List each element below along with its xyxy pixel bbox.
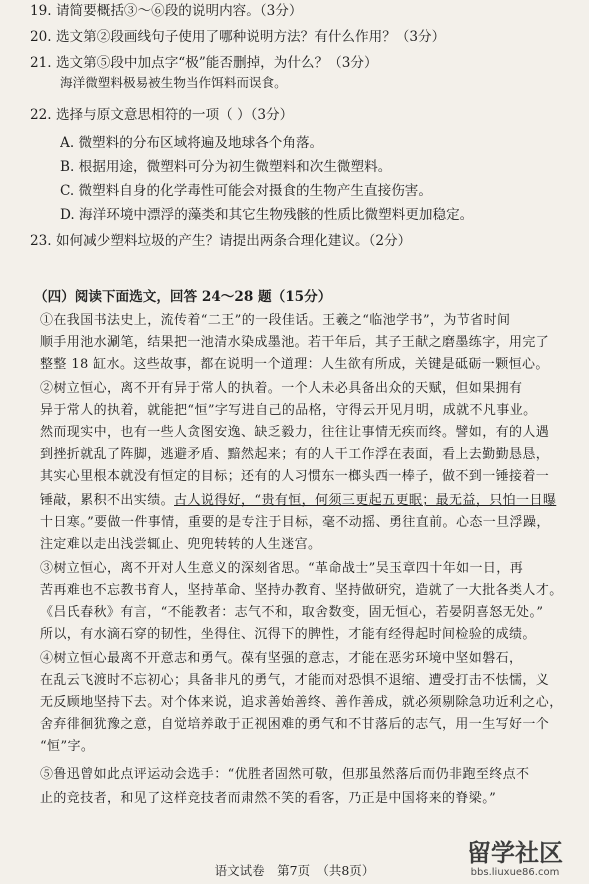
passage-line: 其实心里根本就没有恒定的目标；还有的人习惯东一榔头西一棒子，做不到一锤接着一 bbox=[40, 469, 550, 484]
question-21: 21. 选文第⑤段中加点字“极”能否删掉，为什么？（3分） bbox=[30, 55, 378, 71]
passage-line: ③树立恒心，离不开对人生意义的深刻省思。“革命战士”吴玉章四十年如一日，再 bbox=[40, 561, 524, 576]
passage-line: 舍弃徘徊犹豫之意，自觉培养敢于正视困难的勇气和不甘落后的志气，用一生写好一个 bbox=[40, 717, 550, 732]
passage-line: 苦再难也不忘教书育人，坚持革命、坚持办教育、坚持做研究，造就了一大批各类人才。 bbox=[40, 583, 563, 598]
passage-line: 止的竞技者，和见了这样竞技者而肃然不笑的看客，乃正是中国将来的脊梁。” bbox=[40, 791, 497, 806]
underlined-quote: 古人说得好，“贵有恒，何须三更起五更眠；最无益，只怕一日曝 bbox=[174, 493, 557, 508]
question-19: 19. 请简要概括③～⑥段的说明内容。（3分） bbox=[30, 3, 303, 19]
watermark-logo bbox=[450, 840, 580, 884]
passage-line: 注定难以走出浅尝辄止、兜兜转转的人生迷宫。 bbox=[40, 537, 322, 552]
passage-line: 无反顾地坚持下去。对个体来说，追求善始善终、善作善成，就必须剔除急功近利之心， bbox=[40, 695, 563, 710]
watermark-url: bbs.liuxue86.com bbox=[470, 867, 560, 878]
question-21-handwritten-note: 海洋微塑料极易被生物当作饵料而误食。 bbox=[60, 75, 287, 90]
watermark-mark: 留学社区 bbox=[467, 839, 563, 867]
page-footer: 语文试卷 第7页 （共8页） bbox=[214, 863, 375, 878]
passage-line: ④树立恒心最离不开意志和勇气。葆有坚强的意志，才能在恶劣环境中坚如磐石， bbox=[40, 651, 523, 666]
passage-line: 所以，有水滴石穿的韧性，坐得住、沉得下的脾性，才能有经得起时间检验的成绩。 bbox=[40, 627, 536, 642]
section-title: （四）阅读下面选文，回答 24～28 题（15分） bbox=[34, 289, 332, 305]
passage-line: 整整 18 缸水。这些故事，都在说明一个道理：人生欲有所成，关键是砥砺一颗恒心。 bbox=[40, 357, 549, 372]
passage-line: 到挫折就乱了阵脚，逃避矛盾、黯然起来；有的人干工作浮在表面，看上去勤勤恳恳， bbox=[40, 447, 550, 462]
question-22-option-c: C. 微塑料自身的化学毒性可能会对摄食的生物产生直接伤害。 bbox=[60, 183, 432, 199]
passage-line-start: 锤敲，累积不出实绩。 bbox=[40, 493, 175, 508]
question-23: 23. 如何减少塑料垃圾的产生？请提出两条合理化建议。（2分） bbox=[30, 233, 412, 249]
question-22-option-b: B. 根据用途，微塑料可分为初生微塑料和次生微塑料。 bbox=[60, 159, 392, 175]
passage-line: 十日寒。”要做一件事情，重要的是专注于目标，毫不动摇、勇往直前。心态一旦浮躁， bbox=[40, 515, 550, 530]
question-22-option-a: A. 微塑料的分布区域将遍及地球各个角落。 bbox=[60, 135, 324, 151]
question-22-option-d: D. 海洋环境中漂浮的藻类和其它生物残骸的性质比微塑料更加稳定。 bbox=[60, 207, 474, 223]
passage-line-with-quote bbox=[40, 492, 589, 510]
question-20: 20. 选文第②段画线句子使用了哪种说明方法？有什么作用？（3分） bbox=[30, 29, 446, 45]
passage-line: 《吕氏春秋》有言，“不能教者：志气不和，取舍数变，固无恒心，若晏阴喜怒无处。” bbox=[40, 605, 544, 620]
passage-line: 异于常人的执着，就能把“恒”字写进自己的品格，守得云开见月明，成就不凡事业。 bbox=[40, 403, 537, 418]
passage-line: 然而现实中，也有一些人贪图安逸、缺乏毅力，往往让事情无疾而终。譬如，有的人遇 bbox=[40, 425, 550, 440]
passage-line: ②树立恒心，离不开有异于常人的执着。一个人未必具备出众的天赋，但如果拥有 bbox=[40, 381, 523, 396]
passage-line: “恒”字。 bbox=[40, 739, 95, 754]
passage-line: 顺手用池水涮笔，结果把一池清水染成墨池。若干年后，其子王献之磨墨练字，用完了 bbox=[40, 335, 550, 350]
passage-line: 在乱云飞渡时不忘初心；具备非凡的勇气，才能而对恐惧不退缩、遭受打击不怯懦，义 bbox=[40, 673, 550, 688]
passage-line: ⑤鲁迅曾如此点评运动会选手：“优胜者固然可敬，但那虽然落后而仍非跑至终点不 bbox=[40, 767, 530, 782]
question-22: 22. 选择与原文意思相符的一项（ ）（3分） bbox=[30, 107, 294, 123]
passage-line: ①在我国书法史上，流传着“二王”的一段佳话。王羲之“临池学书”，为节省时间 bbox=[40, 313, 511, 328]
